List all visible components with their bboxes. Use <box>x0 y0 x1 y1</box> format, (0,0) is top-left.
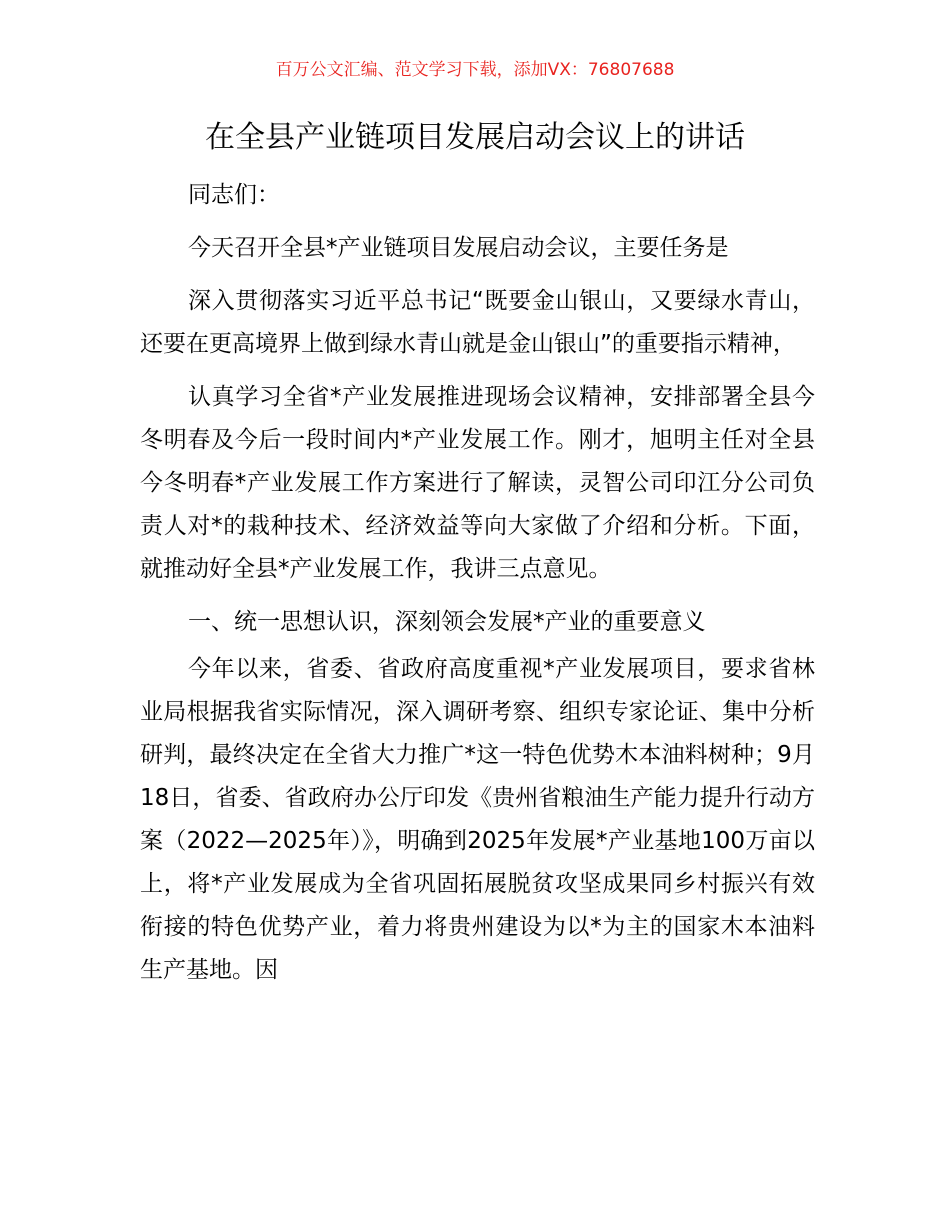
section-heading-1: 一、统一思想认识，深刻领会发展*产业的重要意义 <box>188 609 706 635</box>
body-paragraph-4: 今年以来，省委、省政府高度重视*产业发展项目，要求省林业局根据我省实际情况，深入调研考察、组织专家论证、集中分析研判，最终决定在全省大力推广*这一特色优势木本油料树种；9月18日，省委、省政府办公厅印发《贵州省粮油生产能力提升行动方案（2022—2025年）》，明确到2025年发展*产业基地100万亩以上，将*产业发展成为全省巩固拓展脱贫攻坚成果同乡村振兴有效衔接的特色优势产业，着力将贵州建设为以*为主的国家木本油料生产基地。因 <box>140 656 815 983</box>
body-paragraph-1: 今天召开全县*产业链项目发展启动会议，主要任务是 <box>188 235 729 261</box>
body-paragraph-3: 认真学习全省*产业发展推进现场会议精神，安排部署全县今冬明春及今后一段时间内*产业发展工作。刚才，旭明主任对全县今冬明春*产业发展工作方案进行了解读，灵智公司印江分公司负责人对*的栽种技术、经济效益等向大家做了介绍和分析。下面，就推动好全县*产业发展工作，我讲三点意见。 <box>140 384 815 582</box>
document-body <box>140 174 815 992</box>
salutation-paragraph: 同志们： <box>188 182 280 208</box>
document-title: 在全县产业链项目发展启动会议上的讲话 <box>205 120 745 155</box>
watermark-banner: 百万公文汇编、范文学习下载，添加VX：76807688 <box>275 60 675 80</box>
body-paragraph-2: 深入贯彻落实习近平总书记“既要金山银山，又要绿水青山，还要在更高境界上做到绿水青山就是金山银山”的重要指示精神， <box>140 288 815 357</box>
